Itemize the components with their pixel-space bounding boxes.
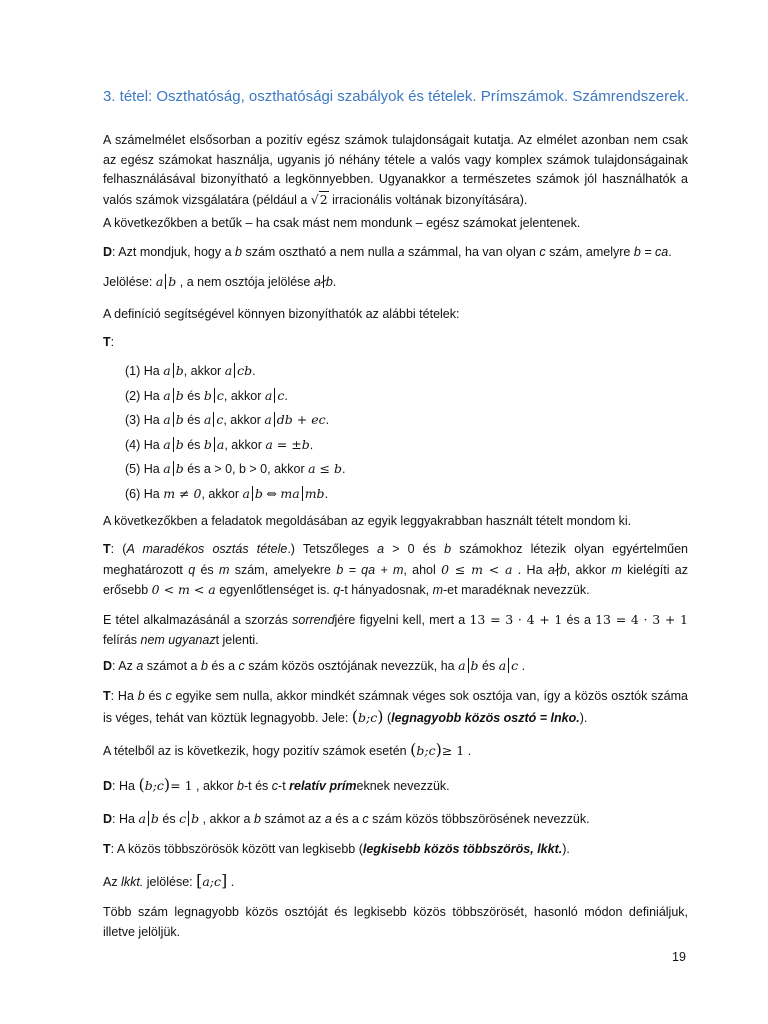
inequality: 0 ≤ m < a: [441, 561, 513, 577]
item-number: (5): [125, 462, 141, 476]
var-m: m: [611, 562, 622, 577]
math: a: [498, 658, 507, 673]
paren-close: ): [435, 740, 442, 759]
text: Ha: [143, 486, 160, 501]
divides-symbol: [274, 412, 275, 427]
var-a: a: [155, 274, 164, 289]
var-b: b: [237, 779, 244, 793]
text: és: [478, 659, 499, 673]
text: számokhoz létezik olyan egyértelműen meghatározott: [103, 542, 688, 577]
math: a: [458, 658, 466, 673]
math: a = ±b: [265, 436, 310, 452]
math: = 1: [170, 778, 193, 793]
math: a: [242, 485, 250, 501]
math: c: [216, 387, 224, 403]
text: és: [195, 562, 219, 577]
text: (: [383, 710, 392, 725]
var-b: b: [137, 689, 145, 703]
divides-symbol: [165, 274, 166, 289]
text: .: [332, 275, 337, 289]
definition-common-multiple: [103, 809, 688, 830]
paren-open: (: [138, 775, 145, 794]
text: Ha: [143, 388, 160, 403]
math: mb: [304, 485, 325, 501]
divides-symbol: [173, 363, 174, 378]
theorem-item-6: [125, 484, 685, 509]
text: egyike sem nulla, akkor mindkét számnak véges sok osztója van, így a közös osztók száma is véges, tehát van köztük legnagyobb. Jele:: [103, 689, 688, 725]
lcm-theorem: [103, 840, 688, 860]
text: .: [518, 659, 526, 673]
math: c: [216, 412, 224, 427]
text: és: [187, 437, 201, 452]
var-b: b: [253, 812, 261, 826]
theorem-label: T: [103, 842, 111, 856]
intro-paragraph: [103, 131, 688, 210]
var-q: q: [333, 583, 341, 597]
intro-text-2: irracionális voltának bizonyítására).: [328, 192, 528, 207]
math: c: [277, 387, 285, 403]
text: , akkor: [223, 388, 262, 403]
math: b;c: [144, 778, 164, 793]
math: a: [203, 412, 212, 427]
var-a: a: [547, 562, 555, 577]
text: és a: [331, 812, 363, 826]
text: és: [187, 388, 201, 403]
theorem-label: T: [103, 542, 111, 556]
text: és: [187, 462, 201, 476]
theorem-list: [125, 361, 685, 508]
text: : Ha: [112, 812, 139, 826]
text: szám, amelyekre: [229, 562, 337, 577]
paren-close: ): [163, 775, 171, 794]
emphasis: nem ugyanaz: [140, 632, 216, 647]
item-number: (1): [125, 364, 141, 378]
theorem-item-3: [125, 410, 685, 435]
text: szám osztható a nem nulla: [241, 245, 398, 259]
text: .: [324, 486, 329, 501]
text: ).: [562, 842, 570, 856]
text: kielégíti az erősebb: [103, 562, 688, 597]
text: jelölése:: [143, 875, 197, 889]
division-theorem: [103, 540, 688, 601]
var-m: m: [432, 583, 444, 597]
math: b: [254, 485, 263, 501]
theorem-label: T: [103, 689, 111, 703]
var-b: b: [200, 659, 208, 673]
math: b: [470, 658, 479, 673]
text: .: [464, 744, 472, 758]
item-number: (4): [125, 437, 141, 452]
text: felírás: [103, 632, 141, 647]
math: a: [163, 387, 171, 403]
math: b: [191, 811, 200, 826]
text: szám közös osztójának nevezzük, ha: [244, 659, 459, 673]
text: jére figyelni kell, mert a: [334, 613, 470, 627]
var-c: c: [238, 659, 245, 673]
math: a: [138, 811, 146, 826]
var-c: c: [165, 689, 172, 703]
text: t jelenti.: [215, 632, 259, 647]
text: -et maradéknak nevezzük.: [443, 583, 590, 597]
text: Az: [103, 875, 122, 889]
abbreviation: lkkt.: [121, 875, 144, 889]
divides-symbol: [274, 388, 275, 403]
text: , akkor: [201, 486, 239, 501]
sqrt-expression: √2: [310, 191, 328, 207]
math: m ≠ 0: [163, 485, 202, 501]
var-a: a: [377, 542, 385, 556]
divides-symbol: [468, 658, 469, 673]
text: , a nem osztója jelölése: [176, 275, 314, 289]
text: .: [227, 875, 235, 889]
math: a: [163, 461, 171, 476]
text: : (: [110, 542, 127, 556]
theorem-label: T: [103, 335, 111, 349]
math: c: [179, 811, 187, 826]
math: db + ec: [276, 412, 326, 427]
paren-open: (: [351, 706, 359, 726]
text: , akkor: [566, 562, 612, 577]
gcd-positive-note: [103, 740, 688, 762]
letters-note: A következőkben a betűk – ha csak mást nem mondunk – egész számokat jelentenek.: [103, 216, 581, 230]
text: , akkor: [183, 364, 222, 378]
emphasis: sorrend: [292, 613, 335, 627]
item-number: (2): [125, 388, 141, 403]
text: .: [284, 388, 288, 403]
text: , akkor: [223, 413, 261, 427]
math: b;c: [358, 709, 378, 725]
math: b: [150, 811, 159, 826]
text: szám közös többszörösének nevezzük.: [368, 812, 590, 826]
divides-symbol: [148, 811, 149, 826]
var-b: b: [235, 245, 242, 259]
text: : Ha: [110, 689, 138, 703]
text: -t: [278, 779, 290, 793]
divides-symbol: [508, 658, 509, 673]
var-m: m: [218, 562, 230, 577]
gcd-theorem: [103, 687, 688, 728]
text: Ha: [143, 364, 160, 378]
page-number: 19: [672, 950, 686, 964]
math: c: [511, 658, 519, 673]
var-b: b: [325, 275, 333, 289]
def-label: D: [103, 812, 113, 826]
text: Ha: [143, 413, 160, 427]
lcm-name: legkisebb közös többszörös, lkkt.: [362, 842, 563, 856]
paren-close: ): [377, 706, 384, 726]
section-heading: 3. tétel: Oszthatóság, oszthatósági szabályok és tételek. Prímszámok. Számrendszerek.: [103, 88, 690, 105]
not-divides-symbol: [323, 275, 324, 288]
var-q: q: [188, 562, 196, 577]
bracket-open: [: [196, 871, 203, 890]
text: ).: [579, 710, 588, 725]
text: .: [252, 364, 256, 378]
divides-symbol: [188, 811, 189, 826]
def-label: D: [103, 659, 113, 673]
var-b: b: [559, 562, 567, 577]
item-number: (3): [125, 413, 141, 427]
divides-symbol: [214, 437, 215, 452]
math: a: [163, 412, 171, 427]
text: , ahol: [403, 562, 442, 577]
text: : Az: [112, 659, 137, 673]
theorem-name: A maradékos osztás tétele: [126, 542, 288, 556]
text: Ha: [143, 437, 160, 452]
theorem-item-2: [125, 386, 685, 411]
math: a;c: [202, 874, 222, 889]
text: , akkor: [192, 779, 238, 793]
lcm-notation: [103, 871, 688, 893]
equation: b = ca: [633, 245, 669, 259]
divides-symbol: [173, 388, 174, 403]
math: b: [175, 461, 184, 476]
math: a: [163, 436, 171, 452]
var-c: c: [362, 812, 369, 826]
text: .: [342, 462, 346, 476]
math: a: [163, 363, 171, 378]
emphasis: relatív prím: [289, 779, 357, 793]
text: és: [187, 413, 201, 427]
math: cb: [237, 363, 253, 378]
math: ≥ 1: [441, 743, 465, 758]
theorem-item-4: [125, 435, 685, 460]
var-a: a: [324, 812, 332, 826]
item-number: (6): [125, 486, 141, 501]
text: és a: [562, 613, 596, 627]
math: b;c: [416, 743, 436, 758]
text: . Ha: [512, 562, 548, 577]
intro-text-1: A számelmélet elsősorban a pozitív egész számok tulajdonságait kutatja. Az elmélet azonban nem csak az egész számokat használja, ugyanis jó néhány tétele a valós vagy komplex számok tulajdonságainak felhasználásával bizonyítható a legkönnyebben. Ugyanakkor a természetes számok jól használhatók a valós számok vizsgálatára (például a: [103, 133, 688, 207]
text: számot a: [143, 659, 201, 673]
var-b: b: [444, 542, 452, 556]
text: :: [110, 335, 115, 349]
sqrt-radicand: 2: [319, 191, 328, 207]
order-note: [103, 610, 688, 650]
text: eknek nevezzük.: [356, 779, 450, 793]
math: b: [175, 436, 184, 452]
def-label: D: [103, 779, 113, 793]
math: ma: [280, 485, 300, 501]
text: : Azt mondjuk, hogy a: [112, 245, 236, 259]
definition-coprime: [103, 775, 688, 797]
math: a: [264, 412, 272, 427]
text: szám, amelyre: [545, 245, 634, 259]
divides-symbol: [252, 486, 253, 501]
var-a: a: [136, 659, 144, 673]
equation: b = qa + m: [336, 562, 404, 577]
theorem-label-line: [103, 333, 688, 353]
text: > 0 és: [384, 542, 445, 556]
text: -t hányadosnak,: [340, 583, 433, 597]
definition-intro: A definíció segítségével könnyen bizonyíthatók az alábbi tételek:: [103, 307, 460, 321]
paren-open: (: [410, 740, 417, 759]
text: , akkor a: [199, 812, 254, 826]
text: , akkor: [224, 437, 262, 452]
math: a: [224, 363, 233, 378]
equation: 13 = 4 · 3 + 1: [595, 612, 688, 627]
math: a: [264, 387, 273, 403]
not-divides-symbol: [557, 563, 558, 576]
definition-common-divisor: [103, 656, 688, 677]
text: és a: [207, 659, 239, 673]
equation: 13 = 3 · 4 + 1: [469, 612, 563, 627]
bracket-close: ]: [221, 871, 228, 890]
divides-symbol: [302, 486, 303, 501]
notation-line: [103, 272, 688, 293]
common-theorem-note: A következőkben a feladatok megoldásában az egyik leggyakrabban használt tételt mondom ki.: [103, 514, 632, 528]
theorem-item-1: [125, 361, 685, 386]
theorem-item-5: [125, 459, 685, 484]
definition-divisibility: [103, 243, 688, 263]
math: b: [203, 436, 212, 452]
text: számmal, ha van olyan: [404, 245, 540, 259]
text: -t és: [243, 779, 272, 793]
def-label: D: [103, 245, 113, 259]
math: b: [175, 412, 184, 427]
text: egyenlőtlenséget is.: [215, 583, 334, 597]
divides-symbol: [173, 461, 174, 476]
var-c: c: [539, 245, 546, 259]
math: a: [216, 436, 225, 452]
final-paragraph: Több szám legnagyobb közös osztóját és legkisebb közös többszörösét, hasonló módon definiáljuk, illetve jelöljük.: [103, 905, 688, 939]
text: .: [668, 245, 672, 259]
var-a: a: [397, 245, 405, 259]
text: .) Tetszőleges: [287, 542, 378, 556]
math: b: [175, 363, 184, 378]
text: A tételből az is következik, hogy pozitív számok esetén: [103, 744, 411, 758]
text: .: [325, 413, 330, 427]
text: : A közös többszörösök között van legkisebb (: [110, 842, 363, 856]
text: és: [144, 689, 166, 703]
gcd-name: legnagyobb közös osztó = lnko.: [391, 710, 580, 725]
divides-symbol: [173, 437, 174, 452]
inequality: 0 < m < a: [151, 582, 216, 597]
text: a > 0, b > 0, akkor: [203, 462, 305, 476]
math: b: [175, 387, 184, 403]
divides-symbol: [214, 388, 215, 403]
text: Jelölése:: [103, 275, 156, 289]
divides-symbol: [213, 412, 214, 427]
divides-symbol: [234, 363, 235, 378]
math: b: [203, 387, 212, 403]
iff-symbol: ⇔: [266, 485, 277, 501]
var-c: c: [271, 779, 279, 793]
var-b: b: [168, 274, 177, 289]
divides-symbol: [173, 412, 174, 427]
text: E tétel alkalmazásánál a szorzás: [103, 613, 293, 627]
text: Ha: [143, 462, 160, 476]
text: : Ha: [112, 779, 139, 793]
math: a ≤ b: [308, 461, 342, 476]
text: .: [309, 437, 314, 452]
var-a: a: [313, 275, 321, 289]
text: és: [158, 812, 180, 826]
text: számot az: [260, 812, 325, 826]
